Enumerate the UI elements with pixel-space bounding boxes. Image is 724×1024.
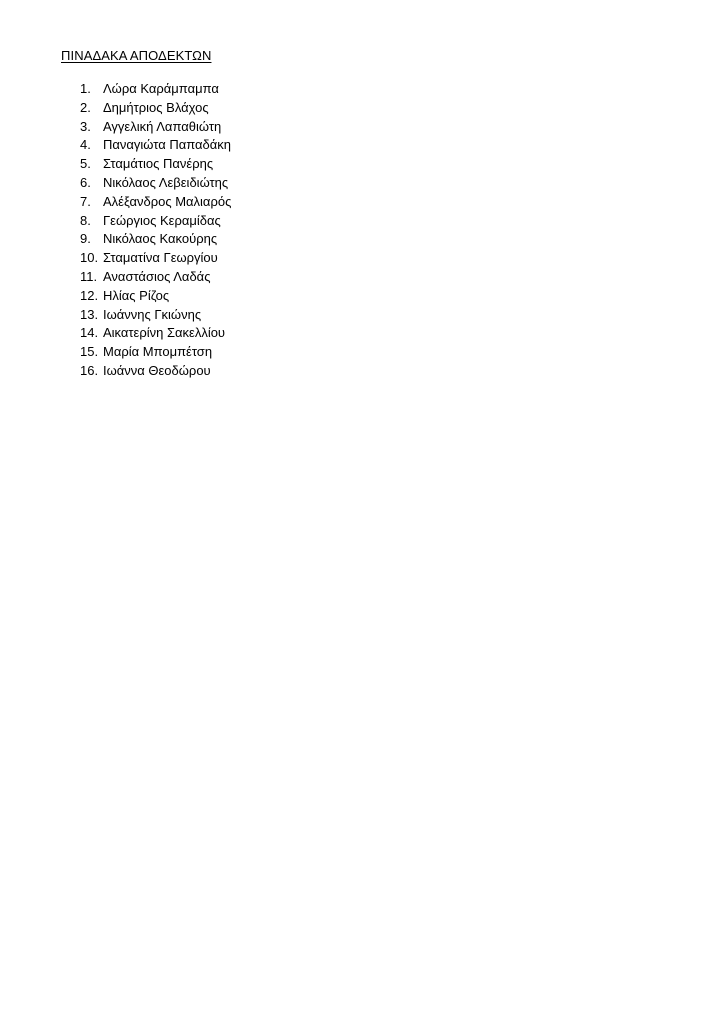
recipient-name: Λώρα Καράμπαμπα xyxy=(103,81,219,96)
item-number: 12. xyxy=(80,287,99,303)
item-number: 10. xyxy=(80,250,99,266)
recipient-name: Σταματίνα Γεωργίου xyxy=(103,250,218,266)
recipient-name: Ηλίας Ρίζος xyxy=(103,287,170,303)
recipient-name: Μαρία Μπομπέτση xyxy=(103,344,213,360)
item-number: 14. xyxy=(80,325,99,341)
list-item xyxy=(80,99,231,118)
item-number: 2. xyxy=(80,99,91,115)
list-item xyxy=(80,343,231,362)
item-number: 15. xyxy=(80,344,99,360)
item-number: 9. xyxy=(80,231,91,247)
list-item xyxy=(80,287,231,306)
list-item xyxy=(80,80,231,99)
recipient-name: Γεώργιος Κεραμίδας xyxy=(103,212,221,228)
recipient-name: Δημήτριος Βλάχος xyxy=(103,99,209,115)
item-number: 6. xyxy=(80,174,91,190)
list-item xyxy=(80,268,231,287)
list-item xyxy=(80,193,231,212)
list-item xyxy=(80,174,231,193)
item-number: 16. xyxy=(80,362,99,378)
list-item xyxy=(80,212,231,231)
item-number: 7. xyxy=(80,193,91,209)
list-item xyxy=(80,230,231,249)
recipient-name: Παναγιώτα Παπαδάκη xyxy=(103,137,232,153)
document-title: ΠΙΝΑΔΑΚΑ ΑΠΟΔΕΚΤΩΝ xyxy=(61,48,212,63)
list-item xyxy=(80,249,231,268)
list-item xyxy=(80,155,231,174)
recipient-name: Ιωάννα Θεοδώρου xyxy=(103,362,211,378)
list-item xyxy=(80,362,231,381)
item-number: 4. xyxy=(80,137,91,153)
list-item xyxy=(80,306,231,325)
item-number: 11. xyxy=(80,268,98,284)
recipient-name: Σταμάτιος Πανέρης xyxy=(103,156,214,172)
item-number: 1. xyxy=(80,81,91,96)
item-number: 13. xyxy=(80,306,99,322)
item-number: 5. xyxy=(80,156,91,172)
recipient-name: Νικόλαος Κακούρης xyxy=(103,231,218,247)
item-number: 8. xyxy=(80,212,91,228)
list-item xyxy=(80,136,231,155)
recipient-name: Ιωάννης Γκιώνης xyxy=(103,306,202,322)
list-item xyxy=(80,324,231,343)
recipient-name: Αναστάσιος Λαδάς xyxy=(103,268,211,284)
recipient-list xyxy=(80,80,231,381)
list-item xyxy=(80,118,231,137)
recipient-name: Νικόλαος Λεβειδιώτης xyxy=(103,174,229,190)
recipient-name: Αικατερίνη Σακελλίου xyxy=(103,325,226,341)
item-number: 3. xyxy=(80,118,91,134)
recipient-name: Αγγελική Λαπαθιώτη xyxy=(103,118,222,134)
recipient-name: Αλέξανδρος Μαλιαρός xyxy=(103,193,232,209)
